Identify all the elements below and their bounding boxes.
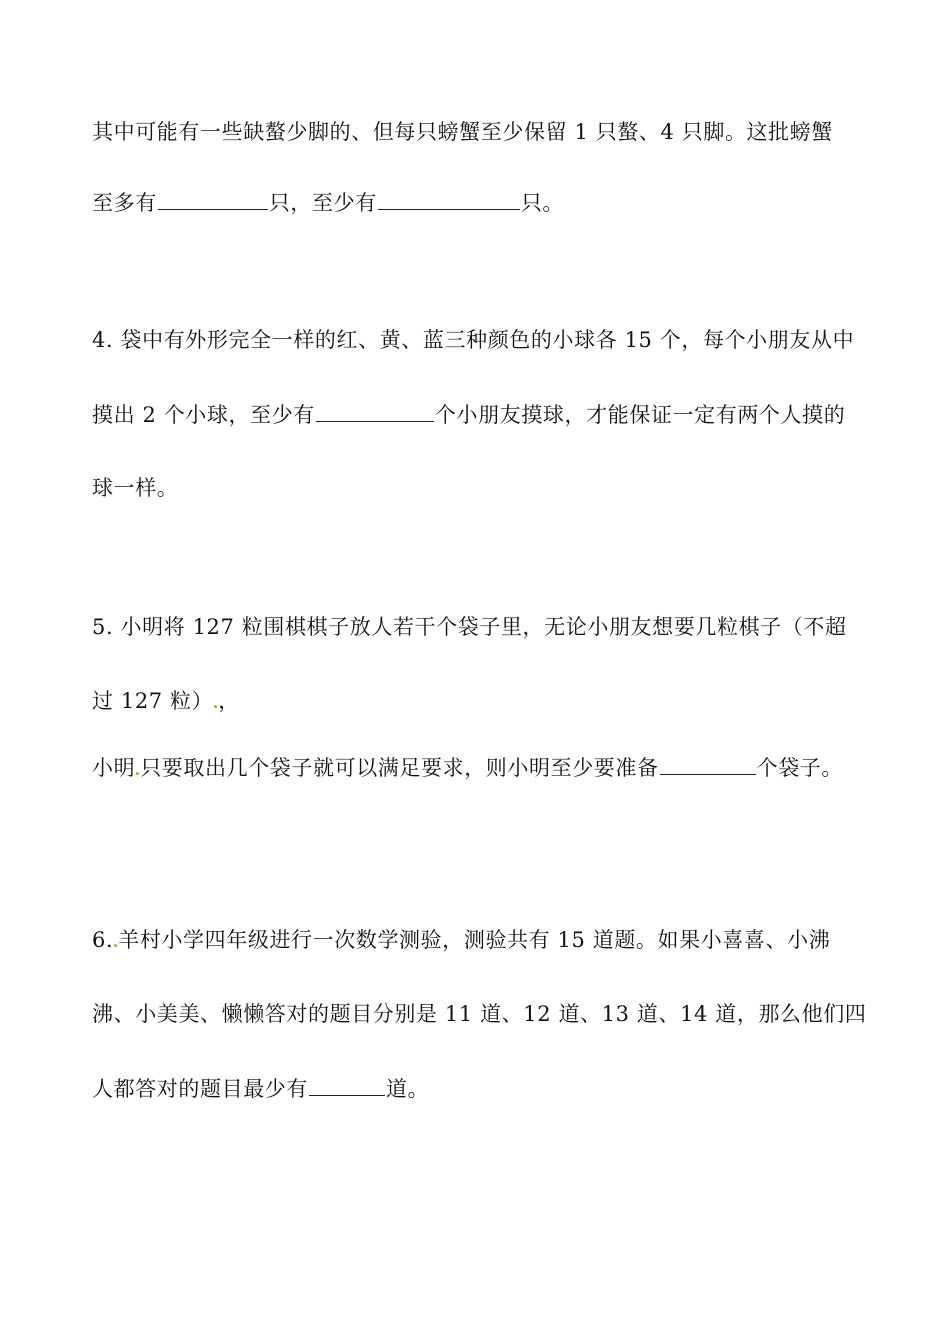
problem4-line2 — [92, 399, 845, 430]
problem4-text: 摸出 2 个小球，至少有 — [92, 403, 315, 427]
problem5-text: 只要取出几个袋子就可以满足要求，则小明至少要准备 — [140, 756, 659, 780]
problem6-line3 — [92, 1073, 429, 1104]
problem3-text: 至多有 — [92, 191, 157, 215]
problem3-text: 只。 — [520, 191, 565, 215]
answer-blank-questions[interactable] — [309, 1073, 385, 1096]
problem6-line1 — [92, 925, 830, 955]
answer-blank-bags[interactable] — [660, 752, 756, 775]
problem4-line1 — [92, 325, 854, 355]
problem3-line2 — [92, 187, 564, 218]
problem5-line3 — [92, 752, 843, 783]
problem4-line3 — [92, 473, 178, 503]
problem3-text: 其中可能有一些缺螯少脚的、但每只螃蟹至少保留 1 只螯、4 只脚。这批螃蟹 — [92, 120, 833, 144]
marker-dot — [214, 705, 217, 708]
marker-dot — [136, 772, 139, 775]
problem5-text: 个袋子。 — [756, 756, 844, 780]
problem5-text: 小明 — [92, 756, 136, 780]
problem6-text: 人都答对的题目最少有 — [92, 1077, 308, 1101]
problem5-text: ， — [218, 689, 240, 713]
problem6-text: 沸、小美美、懒懒答对的题目分别是 11 道、12 道、13 道、14 道，那么他们四 — [92, 1002, 867, 1026]
problem6-text: 道。 — [386, 1077, 430, 1101]
problem3-line1 — [92, 117, 833, 147]
answer-blank-children[interactable] — [316, 399, 434, 422]
problem4-text: 球一样。 — [92, 476, 179, 500]
problem6-line2 — [92, 999, 866, 1029]
problem5-line1 — [92, 612, 847, 642]
problem5-text: 5. 小明将 127 粒围棋棋子放人若干个袋子里，无论小朋友想要几粒棋子（不超 — [92, 615, 847, 639]
problem4-text: 4. 袋中有外形完全一样的红、黄、蓝三种颜色的小球各 15 个，每个小朋友从中 — [92, 328, 855, 352]
problem3-text: 只，至少有 — [268, 191, 377, 215]
problem6-text: 6. — [92, 928, 114, 952]
problem6-text: 羊村小学四年级进行一次数学测验，测验共有 15 道题。如果小喜喜、小沸 — [118, 928, 831, 952]
problem5-text: 过 127 粒） — [92, 689, 214, 713]
answer-blank-min[interactable] — [378, 187, 520, 210]
marker-dot — [114, 944, 117, 947]
problem5-line2 — [92, 686, 240, 716]
answer-blank-max[interactable] — [158, 187, 268, 210]
problem4-text: 个小朋友摸球，才能保证一定有两个人摸的 — [434, 403, 846, 427]
